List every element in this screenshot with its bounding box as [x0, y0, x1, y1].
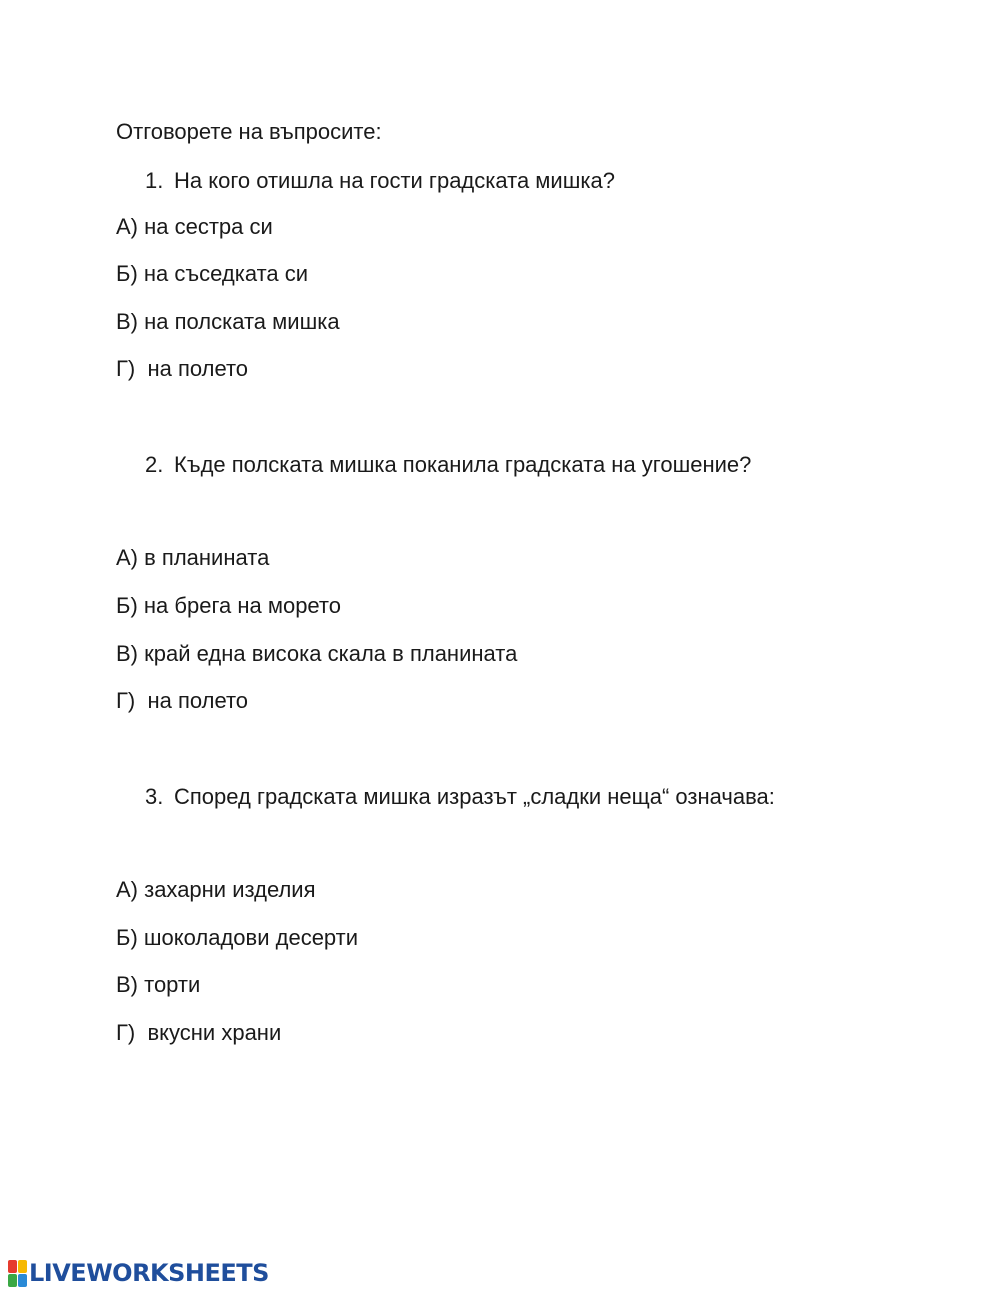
logo-square [8, 1260, 17, 1273]
question-number: 1. [145, 168, 164, 193]
answer-option[interactable]: В) край една висока скала в планината [116, 641, 518, 666]
answer-option[interactable]: Г) на полето [116, 688, 249, 713]
answer-option[interactable]: В) торти [116, 972, 201, 997]
question-2 [145, 452, 751, 478]
question-1 [145, 168, 615, 194]
answer-option[interactable]: Б) шоколадови десерти [116, 925, 359, 950]
logo-mark-icon [8, 1260, 27, 1287]
answer-option[interactable]: Г) вкусни храни [116, 1020, 282, 1045]
answer-option[interactable]: В) на полската мишка [116, 309, 340, 334]
logo-square [18, 1260, 27, 1273]
question-3 [145, 784, 775, 810]
answer-option[interactable]: А) в планината [116, 545, 270, 570]
answer-option[interactable]: А) захарни изделия [116, 877, 316, 902]
answer-option[interactable]: Г) на полето [116, 356, 249, 381]
answer-option[interactable]: Б) на брега на морето [116, 593, 341, 618]
question-text: Според градската мишка изразът „сладки неща“ означава: [174, 784, 775, 809]
logo-square [18, 1274, 27, 1287]
answer-option[interactable]: Б) на съседката си [116, 261, 309, 286]
logo-square [8, 1274, 17, 1287]
instruction-text: Отговорете на въпросите: [116, 119, 382, 144]
question-text: На кого отишла на гости градската мишка? [174, 168, 615, 193]
answer-option[interactable]: А) на сестра си [116, 214, 273, 239]
logo-text: LIVEWORKSHEETS [29, 1259, 269, 1287]
question-number: 3. [145, 784, 164, 809]
question-text: Къде полската мишка поканила градската на угошение? [174, 452, 752, 477]
liveworksheets-logo[interactable] [8, 1259, 269, 1287]
question-number: 2. [145, 452, 164, 477]
